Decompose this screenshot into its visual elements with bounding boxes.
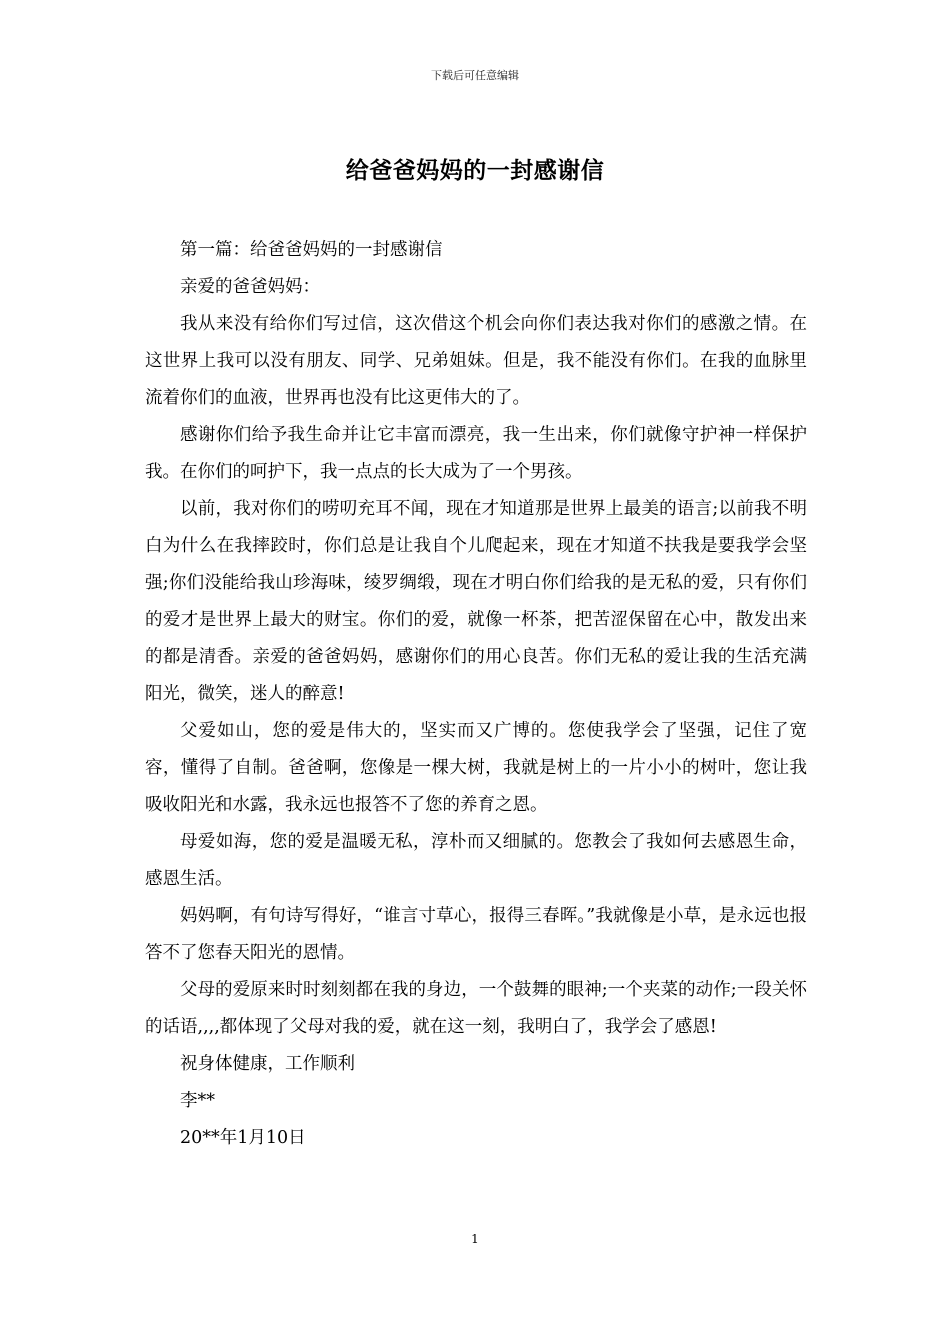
body-paragraph: 以前，我对你们的唠叨充耳不闻，现在才知道那是世界上最美的语言;以前我不明白为什么在我摔跤时，你们总是让我自个儿爬起来，现在才知道不扶我是要我学会坚强;你们没能给我山珍海味，绫罗绸缎，现在才明白你们给我的是无私的爱，只有你们的爱才是世界上最大的财宝。你们的爱，就像一杯茶，把苦涩保留在心中，散发出来的都是清香。亲爱的爸爸妈妈，感谢你们的用心良苦。你们无私的爱让我的生活充满阳光，微笑，迷人的醉意! [145, 499, 807, 704]
letter-date: 20**年1月10日 [180, 1128, 306, 1148]
body-paragraph: 妈妈啊，有句诗写得好，“谁言寸草心，报得三春晖。”我就像是小草，是永远也报答不了您春天阳光的恩情。 [145, 906, 807, 963]
closing-wish: 祝身体健康，工作顺利 [180, 1054, 355, 1074]
header-note: 下载后可任意编辑 [431, 69, 519, 82]
salutation: 亲爱的爸爸妈妈： [180, 277, 320, 297]
body-paragraph: 感谢你们给予我生命并让它丰富而漂亮，我一生出来，你们就像守护神一样保护我。在你们的呵护下，我一点点的长大成为了一个男孩。 [145, 425, 807, 482]
document-title: 给爸爸妈妈的一封感谢信 [345, 157, 605, 184]
body-paragraph: 父爱如山，您的爱是伟大的，坚实而又广博的。您使我学会了坚强，记住了宽容，懂得了自制。爸爸啊，您像是一棵大树，我就是树上的一片小小的树叶，您让我吸收阳光和水露，我永远也报答不了您的养育之恩。 [145, 721, 807, 815]
body-paragraph: 母爱如海，您的爱是温暖无私，淳朴而又细腻的。您教会了我如何去感恩生命，感恩生活。 [145, 832, 807, 889]
body-paragraph: 我从来没有给你们写过信，这次借这个机会向你们表达我对你们的感激之情。在这世界上我可以没有朋友、同学、兄弟姐妹。但是，我不能没有你们。在我的血脉里流着你们的血液，世界再也没有比这更伟大的了。 [145, 314, 807, 408]
section-heading: 第一篇：给爸爸妈妈的一封感谢信 [180, 240, 443, 260]
body-paragraph: 父母的爱原来时时刻刻都在我的身边，一个鼓舞的眼神;一个夹菜的动作;一段关怀的话语,,,,都体现了父母对我的爱，就在这一刻，我明白了，我学会了感恩! [145, 980, 807, 1037]
document-body [145, 232, 807, 1157]
page-number: 1 [471, 1232, 479, 1246]
signature: 李** [180, 1091, 215, 1111]
